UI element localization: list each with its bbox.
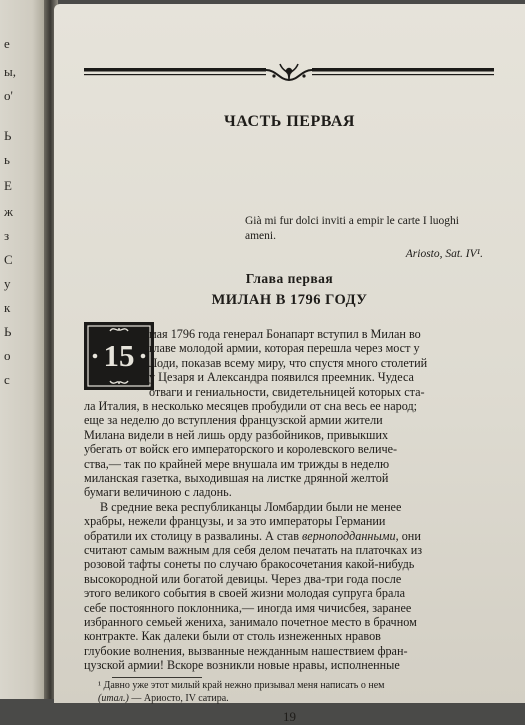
body-line-text: обратили их столицу в развалины. А став bbox=[84, 528, 302, 543]
body-line: мая 1796 года генерал Бонапарт вступил в Милан во bbox=[149, 327, 421, 341]
body-line: Милана видели в ней лишь орду разбойников, привыкших bbox=[84, 427, 389, 442]
facing-page-fragment: ь bbox=[4, 152, 10, 167]
footnote-line: ¹ Давно уже этот милый край нежно призывал меня написать о нем bbox=[98, 679, 385, 691]
body-line: глубокие волнения, вызванные нежданным нашествием фран- bbox=[84, 643, 408, 658]
facing-page-fragment: Ь bbox=[4, 128, 12, 143]
body-line bbox=[84, 529, 421, 543]
epigraph-line: ameni. bbox=[245, 230, 276, 242]
body-line: цузской армии! Вскоре возникли новые нравы, исполненные bbox=[84, 658, 400, 673]
facing-page-fragment: с bbox=[4, 372, 10, 387]
body-line: миланская газетка, выходившая на листке дрянной желтой bbox=[84, 471, 389, 485]
facing-page-fragment: о' bbox=[4, 88, 13, 103]
facing-page-fragment: к bbox=[4, 300, 11, 315]
body-line: этого великого события в своей жизни молодая супруга брала bbox=[84, 586, 405, 601]
epigraph bbox=[245, 214, 483, 262]
facing-page-fragment: ы, bbox=[4, 64, 16, 79]
body-line: себе постоянного поклонника,— иногда имя чичисбея, заранее bbox=[84, 600, 412, 615]
body-line: избранного семьей жениха, занимало почетное место в брачном bbox=[84, 615, 417, 629]
body-line: отваги и гениальности, свидетельницей которых ста- bbox=[149, 384, 425, 399]
chapter-title: МИЛАН В 1796 ГОДУ bbox=[211, 292, 368, 308]
body-line: В средние века республиканцы Ломбардии были не менее bbox=[100, 499, 402, 514]
body-line: контракте. Как далеки были от столь изнеженных нравов bbox=[84, 629, 381, 644]
chapter-label: Глава первая bbox=[245, 271, 334, 286]
facing-page-edge bbox=[0, 0, 46, 699]
footnote-rule bbox=[112, 677, 202, 678]
facing-page-fragment: Ь bbox=[4, 324, 12, 339]
epigraph-author: Ariosto, Sat. IV¹. bbox=[405, 248, 483, 260]
header-ornament bbox=[84, 60, 494, 90]
body-line: храбры, нежели французы, и за это императоры Германии bbox=[84, 514, 386, 529]
body-line: розовой тафты сонеты по случаю бракосочетания какой-нибудь bbox=[84, 557, 415, 572]
footnote-text: — Ариосто, IV сатира. bbox=[128, 692, 229, 704]
page-number: 19 bbox=[283, 708, 296, 724]
epigraph-line: Già mi fur dolci inviti a empir le carte I luoghi bbox=[245, 215, 459, 227]
facing-page-fragment: ж bbox=[4, 204, 13, 219]
facing-page-fragment: з bbox=[4, 228, 10, 243]
body-line: бумаги величиною с ладонь. bbox=[84, 485, 232, 500]
part-title: ЧАСТЬ ПЕРВАЯ bbox=[224, 113, 355, 130]
facing-page-fragment: о bbox=[4, 348, 11, 363]
body-line-text: они bbox=[398, 528, 421, 543]
facing-page-fragment: у bbox=[4, 276, 11, 291]
footnote-italic: (итал.) bbox=[98, 692, 129, 704]
body-line: ла Италия, в несколько месяцев пробудили от сна весь ее народ; bbox=[84, 399, 418, 413]
body-line: еще за неделю до вступления французской армии жители bbox=[84, 413, 383, 428]
body-line-italic: верноподданными, bbox=[302, 528, 399, 543]
body-line: Лоди, показав всему миру, что спустя много столетий bbox=[149, 355, 428, 370]
body-line: у Цезаря и Александра появился преемник. Чудеса bbox=[149, 370, 414, 385]
body-line: главе молодой армии, которая перешла через мост у bbox=[149, 341, 420, 356]
drop-initial bbox=[84, 322, 154, 390]
facing-page-fragment: е bbox=[4, 36, 10, 51]
body-line: считают самым важным для себя делом печатать на платочках из bbox=[84, 543, 423, 557]
body-line: высокородной или богатой девицы. Через два-три года после bbox=[84, 571, 402, 586]
body-line: ства,— так по крайней мере внушала им трижды в неделю bbox=[84, 456, 390, 471]
drop-initial-digits: 15 bbox=[103, 338, 135, 373]
body-line: убегать от войск его императорского и королевского величе- bbox=[84, 442, 398, 457]
footnote-line bbox=[98, 692, 229, 705]
facing-page-fragment: Е bbox=[4, 178, 12, 193]
book-page bbox=[54, 4, 525, 724]
facing-page-fragment: С bbox=[4, 252, 13, 267]
